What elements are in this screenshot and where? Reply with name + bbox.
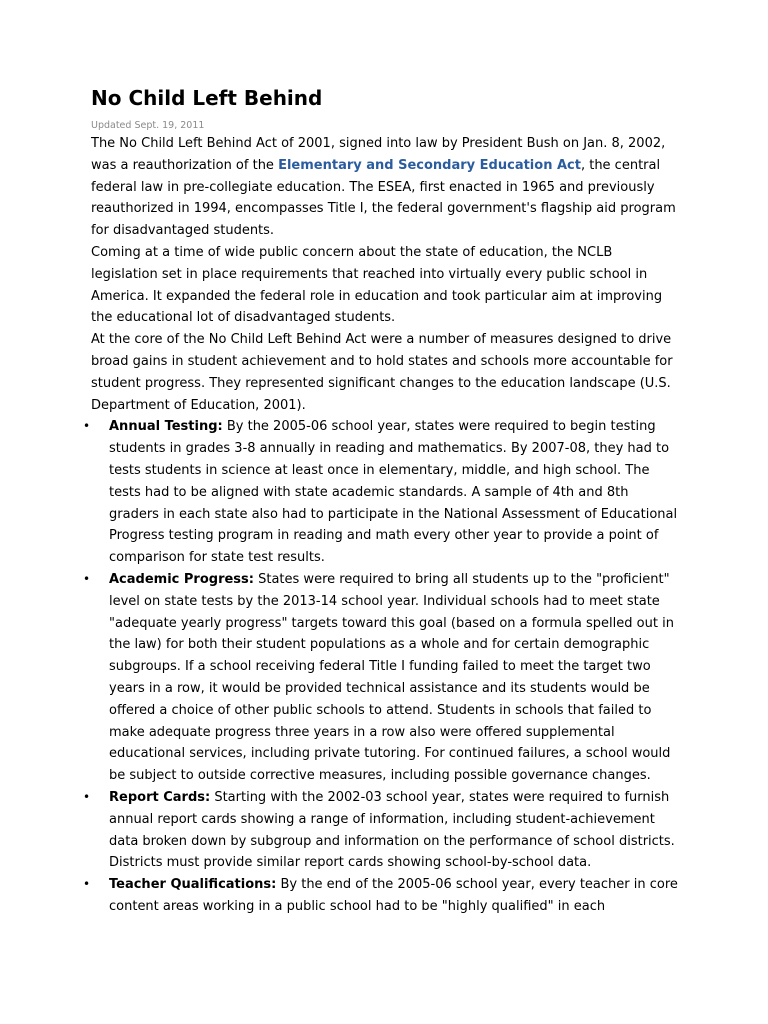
bullet-icon: • bbox=[83, 877, 91, 892]
measure-term: Annual Testing: bbox=[109, 419, 223, 435]
context-paragraph: Coming at a time of wide public concern about the state of education, the NCLB legislation set in place requirements that reached into virtually every public school in America. It expanded the federal role in education and took particular aim at improving the educational lot of disadvantaged students. bbox=[91, 244, 663, 326]
bullet-icon: • bbox=[83, 789, 91, 804]
list-item bbox=[83, 569, 681, 787]
list-item bbox=[83, 787, 681, 874]
measure-term: Teacher Qualifications: bbox=[109, 877, 277, 893]
bullet-icon: • bbox=[83, 419, 91, 434]
intro-text-start: The No Child Left Behind Act of 2001, signed into law by President Bush on Jan. 8, 2002, was a reauthorization of the bbox=[91, 136, 666, 173]
measure-text: Starting with the 2002-03 school year, states were required to furnish annual report cards showing a range of information, including student-achievement data broken down by subgroup and information on the performance of school districts. Districts must provide similar report cards showing school-by-school data. bbox=[109, 789, 675, 871]
measure-term: Academic Progress: bbox=[109, 571, 254, 587]
measures-intro-paragraph: At the core of the No Child Left Behind Act were a number of measures designed to drive broad gains in student achievement and to hold states and schools more accountable for student progress. They represented significant changes to the education landscape (U.S. Department of Education, 2001). bbox=[91, 332, 673, 413]
article bbox=[83, 82, 681, 918]
intro-paragraph bbox=[91, 133, 681, 242]
measure-term: Report Cards: bbox=[109, 789, 211, 805]
measure-text: States were required to bring all students up to the "proficient" level on state tests by the 2013-14 school year. Individual schools had to meet state "adequate yearly progress" targets toward this goal (based on a formula spelled out in the law) for both their student populations as a whole and for certain demographic subgroups. If a school receiving federal Title I funding failed to meet the target two years in a row, it would be provided technical assistance and its students would be offered a choice of other public schools to attend. Students in schools that failed to make adequate progress three years in a row also were offered supplemental educational services, including private tutoring. For continued failures, a school would be subject to outside corrective measures, including possible governance changes. bbox=[109, 571, 674, 784]
article-body bbox=[83, 133, 681, 918]
measure-text: By the 2005-06 school year, states were required to begin testing students in grades 3-8 annually in reading and mathematics. By 2007-08, they had to tests students in science at least once in elementary, middle, and high school. The tests had to be aligned with state academic standards. A sample of 4th and 8th graders in each state also had to participate in the National Assessment of Educational Progress testing program in reading and math every other year to provide a point of comparison for state test results. bbox=[109, 419, 678, 566]
bullet-icon: • bbox=[83, 571, 91, 586]
page-title: No Child Left Behind bbox=[91, 86, 323, 110]
measure-text: By the end of the 2005-06 school year, every teacher in core content areas working in a public school had to be "highly qualified" in each bbox=[109, 877, 678, 914]
updated-date: Updated Sept. 19, 2011 bbox=[91, 120, 205, 131]
measures-list bbox=[83, 416, 681, 917]
list-item bbox=[83, 416, 681, 569]
esea-link[interactable]: Elementary and Secondary Education Act bbox=[278, 157, 581, 173]
intro-text-end: , the central federal law in pre-collegiate education. The ESEA, first enacted in 1965 and previously reauthorized in 1994, encompasses Title I, the federal government's flagship aid program for disadvantaged students. bbox=[91, 157, 676, 239]
list-item bbox=[83, 874, 681, 918]
